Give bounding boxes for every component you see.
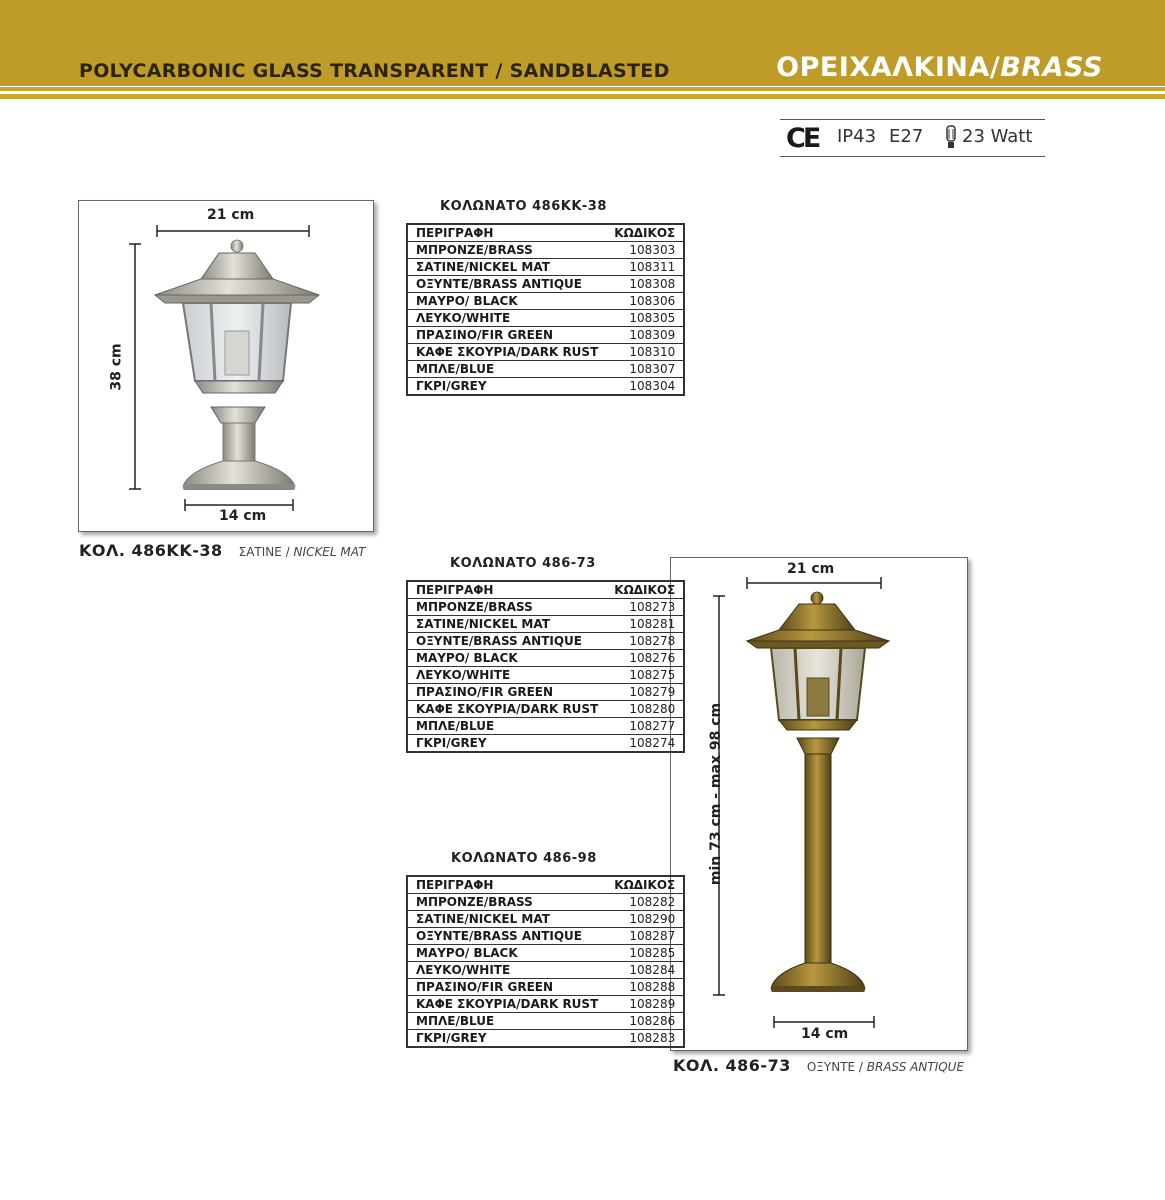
column-header-code: ΚΩΔΙΚΟΣ [606,581,684,599]
product-code-table [406,580,685,753]
table-row [407,633,684,650]
row-code: 108306 [606,293,684,310]
row-code: 108305 [606,310,684,327]
row-code: 108277 [606,718,684,735]
row-code: 108308 [606,276,684,293]
table-row [407,911,684,928]
table-row [407,599,684,616]
row-description: ΜΠΛΕ/BLUE [407,361,606,378]
dimension-width-bottom: 14 cm [219,508,267,524]
row-description: ΣΑΤΙΝΕ/NICKEL MAT [407,911,606,928]
table-row [407,650,684,667]
caption-finish [807,1060,964,1074]
table-row [407,344,684,361]
table-row [407,242,684,259]
table-row [407,962,684,979]
table-row [407,276,684,293]
row-description: ΛΕΥΚΟ/WHITE [407,667,606,684]
row-code: 108311 [606,259,684,276]
specs-strip [780,119,1045,157]
row-code: 108279 [606,684,684,701]
column-header-code: ΚΩΔΙΚΟΣ [606,876,684,894]
row-code: 108309 [606,327,684,344]
table-row [407,1030,684,1048]
column-header-description: ΠΕΡΙΓΡΑΦΗ [407,224,606,242]
table-row [407,361,684,378]
row-description: ΜΠΡΟΝΖΕ/BRASS [407,242,606,259]
row-code: 108303 [606,242,684,259]
table-row [407,996,684,1013]
row-code: 108289 [606,996,684,1013]
row-code: 108285 [606,945,684,962]
table-title: ΚΟΛΩΝΑΤΟ 486-73 [450,556,596,571]
product-code-table [406,223,685,396]
caption-finish [239,545,366,559]
row-code: 108281 [606,616,684,633]
table-row [407,259,684,276]
table-row [407,684,684,701]
row-description: ΣΑΤΙΝΕ/NICKEL MAT [407,616,606,633]
table-row [407,701,684,718]
caption-code: ΚΟΛ. 486ΚΚ-38 [79,541,223,560]
header-left-title: POLYCARBONIC GLASS TRANSPARENT / SANDBLASTED [79,60,670,82]
row-description: ΚΑΦΕ ΣΚΟΥΡΙΑ/DARK RUST [407,701,606,718]
dimension-height: min 73 cm - max 98 cm [708,702,725,886]
row-description: ΠΡΑΣΙΝΟ/FIR GREEN [407,979,606,996]
row-code: 108290 [606,911,684,928]
row-code: 108278 [606,633,684,650]
bulb-icon [944,125,958,151]
table-title: ΚΟΛΩΝΑΤΟ 486ΚΚ-38 [440,199,607,214]
header-right-title [776,52,1103,83]
row-description: ΟΞΥΝΤΕ/BRASS ANTIQUE [407,928,606,945]
row-description: ΟΞΥΝΤΕ/BRASS ANTIQUE [407,276,606,293]
row-code: 108275 [606,667,684,684]
row-code: 108280 [606,701,684,718]
header-stripe [0,87,1165,91]
row-code: 108282 [606,894,684,911]
table-header-row [407,876,684,894]
row-description: ΠΡΑΣΙΝΟ/FIR GREEN [407,327,606,344]
row-description: ΓΚΡΙ/GREY [416,379,487,393]
product-code-table [406,875,685,1048]
row-description: ΛΕΥΚΟ/WHITE [407,310,606,327]
header-stripe [0,94,1165,99]
table-title: ΚΟΛΩΝΑΤΟ 486-98 [451,851,597,866]
caption-code: ΚΟΛ. 486-73 [673,1056,791,1075]
row-code: 108273 [606,599,684,616]
row-description: ΚΑΦΕ ΣΚΟΥΡΙΑ/DARK RUST [407,996,606,1013]
row-description: ΚΑΦΕ ΣΚΟΥΡΙΑ/DARK RUST [407,344,606,361]
table-row [407,378,684,396]
table-row [407,1013,684,1030]
row-description: ΜΠΡΟΝΖΕ/BRASS [407,894,606,911]
product-caption-1 [79,541,365,560]
socket-type: E27 [889,126,924,147]
row-description: ΜΑΥΡΟ/ BLACK [407,650,606,667]
table-header-row [407,224,684,242]
row-description: ΣΑΤΙΝΕ/NICKEL MAT [407,259,606,276]
row-code: 108307 [606,361,684,378]
header-title-greek: ΟΡΕΙΧΑΛΚΙΝΑ/ [776,52,1001,83]
row-description: ΛΕΥΚΟ/WHITE [407,962,606,979]
header-title-english: BRASS [1000,52,1103,83]
row-code: 108310 [606,344,684,361]
table-header-row [407,581,684,599]
row-description: ΟΞΥΝΤΕ/BRASS ANTIQUE [407,633,606,650]
dimension-width-top: 21 cm [787,561,835,577]
dimension-width-top: 21 cm [207,207,255,223]
table-row [407,928,684,945]
product-caption-2 [673,1056,964,1075]
row-description: ΜΠΛΕ/BLUE [407,1013,606,1030]
dimension-width-bottom: 14 cm [801,1026,849,1042]
row-description: ΜΠΡΟΝΖΕ/BRASS [407,599,606,616]
ce-mark: CE [786,123,819,154]
dimension-height: 38 cm [108,343,125,391]
caption-finish-english: NICKEL MAT [293,545,366,559]
table-row [407,616,684,633]
table-row [407,735,684,753]
table-row [407,945,684,962]
row-description: ΠΡΑΣΙΝΟ/FIR GREEN [407,684,606,701]
row-description: ΜΠΛΕ/BLUE [407,718,606,735]
row-code: 108286 [606,1013,684,1030]
table-row [407,667,684,684]
power-rating: 23 Watt [962,126,1033,147]
row-code: 108276 [606,650,684,667]
table-row [407,979,684,996]
row-code: 108288 [606,979,684,996]
table-row [407,310,684,327]
product-photo-486kk-38 [78,200,374,532]
table-row [407,327,684,344]
product-photo-486-73 [670,557,968,1051]
column-header-code: ΚΩΔΙΚΟΣ [606,224,684,242]
caption-finish-greek: ΟΞΥΝΤΕ / [806,1060,863,1074]
table-row [407,894,684,911]
caption-finish-greek: ΣΑΤΙΝΕ / [238,545,290,559]
column-header-description: ΠΕΡΙΓΡΑΦΗ [407,876,606,894]
row-description: ΓΚΡΙ/GREY [416,1031,487,1045]
table-row [407,293,684,310]
row-code: 108284 [606,962,684,979]
row-description: ΜΑΥΡΟ/ BLACK [407,945,606,962]
table-row [407,718,684,735]
column-header-description: ΠΕΡΙΓΡΑΦΗ [407,581,606,599]
row-description: ΓΚΡΙ/GREY [416,736,487,750]
row-code: 108283 [629,1031,676,1045]
row-code: 108304 [629,379,676,393]
ip-rating: IP43 [837,126,877,147]
row-code: 108287 [606,928,684,945]
row-code: 108274 [629,736,676,750]
row-description: ΜΑΥΡΟ/ BLACK [407,293,606,310]
caption-finish-english: BRASS ANTIQUE [866,1060,965,1074]
